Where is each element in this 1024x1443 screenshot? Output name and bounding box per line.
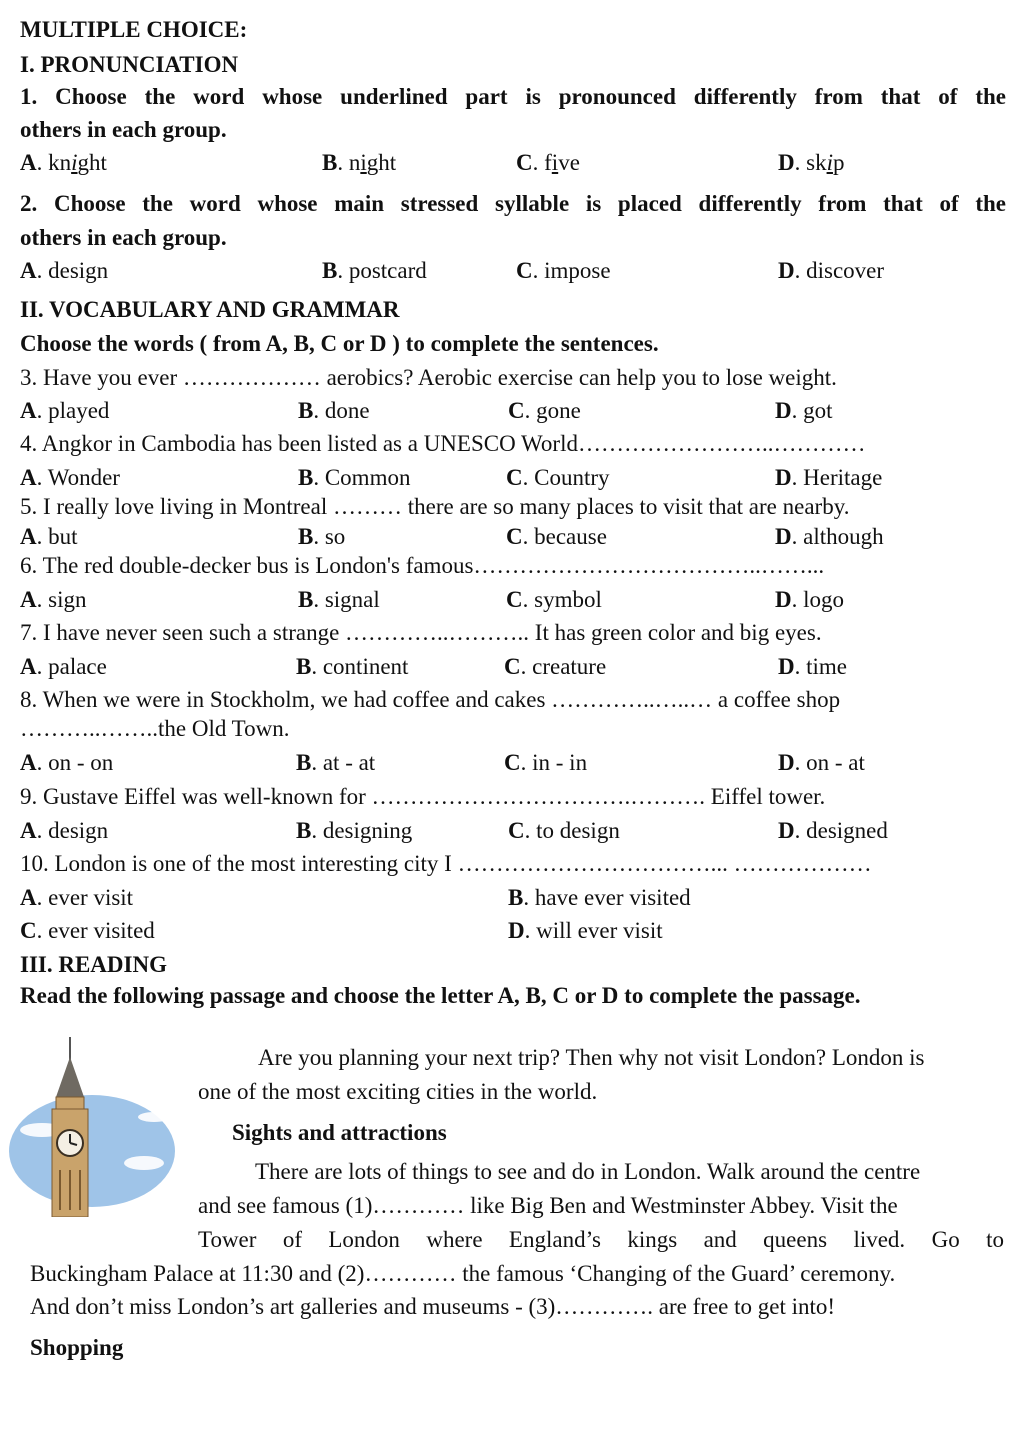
- q2-option-d[interactable]: D. discover: [778, 258, 885, 283]
- q6-option-a[interactable]: A. sign: [20, 587, 87, 612]
- q8-option-a[interactable]: A. on - on: [20, 750, 114, 775]
- q2-option-c[interactable]: C. impose: [516, 258, 611, 283]
- q4-option-b[interactable]: B. Common: [298, 465, 411, 490]
- passage-line-4: and see famous (1)………… like Big Ben and Westminster Abbey. Visit the: [198, 1193, 898, 1218]
- tower-roof: [56, 1057, 84, 1097]
- q6-option-d[interactable]: D. logo: [775, 587, 845, 612]
- big-ben-illustration: [4, 1035, 176, 1217]
- cloud: [138, 1112, 170, 1122]
- q5-option-c[interactable]: C. because: [506, 524, 607, 549]
- q2-option-b[interactable]: B. postcard: [322, 258, 427, 283]
- q2-prompt-line2: others in each group.: [20, 225, 227, 250]
- q4-option-a[interactable]: A. Wonder: [20, 465, 120, 490]
- q1-prompt-line1: 1. Choose the word whose underlined part is pronounced differently from that of the: [20, 84, 1006, 109]
- q7-option-b[interactable]: B. continent: [296, 654, 409, 679]
- q9-option-a[interactable]: A. design: [20, 818, 109, 843]
- passage-line-1: Are you planning your next trip? Then why not visit London? London is: [258, 1045, 925, 1070]
- q10-option-a[interactable]: A. ever visit: [20, 885, 134, 910]
- q5-option-d[interactable]: D. although: [775, 524, 884, 549]
- q7-option-a[interactable]: A. palace: [20, 654, 107, 679]
- q6-option-c[interactable]: C. symbol: [506, 587, 602, 612]
- q8-text-line2: ………..……..the Old Town.: [20, 716, 290, 741]
- q7-text: 7. I have never seen such a strange …………..……….. It has green color and big eyes.: [20, 620, 822, 645]
- sky-oval: [9, 1095, 175, 1207]
- q10-option-b[interactable]: B. have ever visited: [508, 885, 691, 910]
- section-vocab-instruction: Choose the words ( from A, B, C or D ) to complete the sentences.: [20, 331, 659, 356]
- section-vocab-title: II. VOCABULARY AND GRAMMAR: [20, 297, 400, 322]
- q6-option-b[interactable]: B. signal: [298, 587, 380, 612]
- q1-option-d[interactable]: D. skip: [778, 150, 845, 175]
- q9-option-d[interactable]: D. designed: [778, 818, 888, 843]
- q7-option-c[interactable]: C. creature: [504, 654, 607, 679]
- q9-option-b[interactable]: B. designing: [296, 818, 413, 843]
- q5-option-b[interactable]: B. so: [298, 524, 346, 549]
- section-reading-title: III. READING: [20, 952, 167, 977]
- passage-line-3: There are lots of things to see and do in London. Walk around the centre: [255, 1159, 921, 1184]
- q9-option-c[interactable]: C. to design: [508, 818, 620, 843]
- q10-option-d[interactable]: D. will ever visit: [508, 918, 663, 943]
- q2-option-a[interactable]: A. design: [20, 258, 109, 283]
- q1-option-b[interactable]: B. night: [322, 150, 397, 175]
- passage-line-5: Tower of London where England’s kings and queens lived. Go to: [198, 1227, 1004, 1252]
- q3-option-c[interactable]: C. gone: [508, 398, 581, 423]
- q1-prompt-line2: others in each group.: [20, 117, 227, 142]
- passage-heading-shopping: Shopping: [30, 1335, 124, 1360]
- tower-belfry: [56, 1097, 84, 1109]
- q7-option-d[interactable]: D. time: [778, 654, 848, 679]
- q4-option-c[interactable]: C. Country: [506, 465, 610, 490]
- q2-prompt-line1: 2. Choose the word whose main stressed syllable is placed differently from that of the: [20, 191, 1006, 216]
- q3-option-d[interactable]: D. got: [775, 398, 833, 423]
- q1-option-c[interactable]: C. five: [516, 150, 580, 175]
- passage-line-6: Buckingham Palace at 11:30 and (2)………… the famous ‘Changing of the Guard’ ceremony.: [30, 1261, 896, 1286]
- section-pronunciation-title: I. PRONUNCIATION: [20, 52, 239, 77]
- q3-option-b[interactable]: B. done: [298, 398, 370, 423]
- q10-text: 10. London is one of the most interesting city I ……………………………... ………………: [20, 851, 872, 876]
- q8-text-line1: 8. When we were in Stockholm, we had coffee and cakes …………..…..… a coffee shop: [20, 687, 841, 712]
- q9-text: 9. Gustave Eiffel was well-known for …………………………….………. Eiffel tower.: [20, 784, 826, 809]
- q4-option-d[interactable]: D. Heritage: [775, 465, 883, 490]
- passage-line-7: And don’t miss London’s art galleries and museums - (3)…………. are free to get into!: [30, 1294, 836, 1319]
- cloud: [124, 1156, 164, 1170]
- q8-option-d[interactable]: D. on - at: [778, 750, 865, 775]
- q3-text: 3. Have you ever ……………… aerobics? Aerobic exercise can help you to lose weight.: [20, 365, 837, 390]
- q6-text: 6. The red double-decker bus is London's famous………………………………..……...: [20, 553, 825, 578]
- passage-heading-sights: Sights and attractions: [232, 1120, 447, 1145]
- passage-line-2: one of the most exciting cities in the world.: [198, 1079, 598, 1104]
- q10-option-c[interactable]: C. ever visited: [20, 918, 155, 943]
- section-reading-instruction: Read the following passage and choose the letter A, B, C or D to complete the passage.: [20, 983, 861, 1008]
- q5-text: 5. I really love living in Montreal ……… there are so many places to visit that are nearby.: [20, 494, 850, 519]
- page-heading: MULTIPLE CHOICE:: [20, 17, 248, 42]
- q8-option-c[interactable]: C. in - in: [504, 750, 588, 775]
- q1-option-a[interactable]: A. knight: [20, 150, 107, 175]
- q3-option-a[interactable]: A. played: [20, 398, 110, 423]
- q8-option-b[interactable]: B. at - at: [296, 750, 376, 775]
- q5-option-a[interactable]: A. but: [20, 524, 78, 549]
- q4-text: 4. Angkor in Cambodia has been listed as a UNESCO World……………………..…………: [20, 431, 866, 456]
